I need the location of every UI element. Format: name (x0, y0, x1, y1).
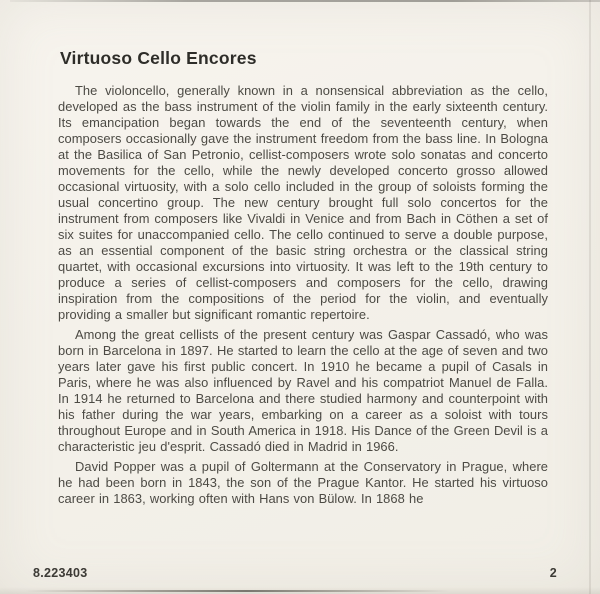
catalog-number: 8.223403 (33, 566, 88, 580)
paragraph-history-of-cello: The violoncello, generally known in a nonsensical abbreviation as the cello, developed as the bass instrument of the violin family in the early sixteenth century. Its emancipation began towards the end of the seventeenth century, when composers occasionally gave the instrument freedom from the bass line. In Bologna at the Basilica of San Petronio, cellist-composers wrote solo sonatas and concerto movements for the cello, while the newly developed concerto grosso allowed occasional virtuosity, with a solo cello included in the group of soloists forming the usual concertino group. The new century brought full solo concertos for the instrument from composers like Vivaldi in Venice and from Bach in Cöthen a set of six suites for unaccompanied cello. The cello continued to serve a double purpose, as an essential component of the basic string orchestra or the classical string quartet, with occasional excursions into virtuosity. It was left to the 19th century to produce a series of cellist-composers and composers for the cello, drawing inspiration from the compositions of the period for the violin, and eventually providing a smaller but significant romantic repertoire. (58, 83, 548, 322)
scan-top-edge-line (10, 0, 600, 2)
scan-right-edge-line (589, 0, 591, 594)
scan-bottom-edge-line (25, 590, 450, 592)
page-footer (33, 566, 557, 580)
paragraph-david-popper: David Popper was a pupil of Goltermann at the Conservatory in Prague, where he had been born in 1843, the son of the Prague Kantor. He started his virtuoso career in 1863, working often with Hans von Bülow. In 1868 he (58, 459, 548, 506)
paragraph-gaspar-cassado: Among the great cellists of the present century was Gaspar Cassadó, who was born in Barcelona in 1897. He started to learn the cello at the age of seven and two years later gave his first public concert. In 1910 he became a pupil of Casals in Paris, where he was also influenced by Ravel and his compatriot Manuel de Falla. In 1914 he returned to Barcelona and there studied harmony and counterpoint with his father during the war years, embarking on a career as a soloist with tours throughout Europe and in South America in 1918. His Dance of the Green Devil is a characteristic jeu d'esprit. Cassadó died in Madrid in 1966. (58, 327, 548, 454)
page-number: 2 (549, 566, 557, 580)
page-content (58, 48, 548, 511)
page-title: Virtuoso Cello Encores (60, 48, 257, 68)
